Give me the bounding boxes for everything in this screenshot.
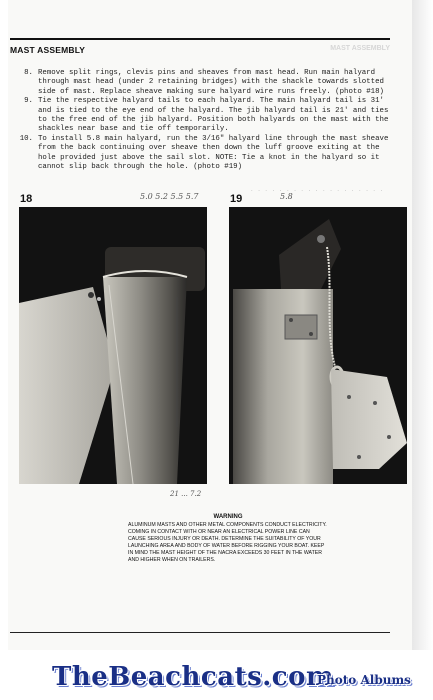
section-title: MAST ASSEMBLY xyxy=(10,45,86,55)
photo-18-image xyxy=(19,207,207,484)
step-text: Tie the respective halyard tails to each halyard. The main halyard tail is 31' and is tied to the eye end of the halyard. The jib halyard tail is 21' and ties to the free end of the jib halyard. Position both halyards on the mast with the shackles near base and tie off temporarily. xyxy=(38,97,389,134)
photo-18-mast-head xyxy=(19,207,207,484)
watermark-photo-albums: Photo Albums xyxy=(317,673,411,687)
step-number: 10. xyxy=(19,134,33,143)
photo-18-number: 18 xyxy=(20,193,33,205)
footer-rule xyxy=(10,632,390,633)
step-text: To install 5.8 main halyard, run the 3/16" halyard line through the mast sheave from the back continuing over sheave then down the luff groove exiting at the hole provided just above the sail slot. NOTE: Tie a knot in the halyard so it cannot slip back through the hole. (photo #19) xyxy=(38,134,389,172)
photo-19-image xyxy=(229,207,407,484)
warning-title: WARNING xyxy=(213,514,243,520)
warning-box xyxy=(128,514,328,564)
page-edge-shadow xyxy=(412,0,433,650)
bleedthrough-text: . . . . . . . . . . . . . . . . . . . xyxy=(250,186,384,193)
photo-19-mast-sheave xyxy=(229,207,407,484)
watermark-site-name: TheBeachcats.com xyxy=(52,662,334,692)
step-number: 9. xyxy=(24,97,33,106)
step-text: Remove split rings, clevis pins and sheaves from mast head. Run main halyard through mast head (under 2 retaining bridges) with the shackle towards slotted side of mast. Replace sheave making sure halyard wire runs freely. (photo #18) xyxy=(38,69,384,96)
section-title-bleedthrough: MAST ASSEMBLY xyxy=(330,45,390,52)
step-number: 8. xyxy=(24,69,33,77)
photo-18-handwritten-label: 5.0 5.2 5.5 5.7 xyxy=(140,192,199,201)
section-header xyxy=(10,38,390,60)
photo-19-handwritten-label: 5.8 xyxy=(280,192,293,201)
step-9 xyxy=(14,97,394,135)
handwritten-margin-note: 21 ... 7.2 xyxy=(170,490,202,498)
instruction-steps xyxy=(14,69,394,172)
step-8 xyxy=(14,69,394,97)
warning-text: ALUMINUM MASTS AND OTHER METAL COMPONENTS CONDUCT ELECTRICITY. COMING IN CONTACT WITH OR NEAR AN ELECTRICAL POWER LINE CAN CAUSE SERIOUS INJURY OR DEATH. DETERMINE THE SUITABILITY OF YOUR LAUNCHING AREA AND BODY OF WATER BEFORE RIGGING YOUR BOAT. KEEP IN MIND THE MAST HEIGHT OF THE NACRA EXCEEDS 30 FEET IN THE WATER AND HIGHER WHEN ON TRAILERS. xyxy=(128,522,327,563)
step-10 xyxy=(14,135,394,173)
photo-19-number: 19 xyxy=(230,193,243,205)
